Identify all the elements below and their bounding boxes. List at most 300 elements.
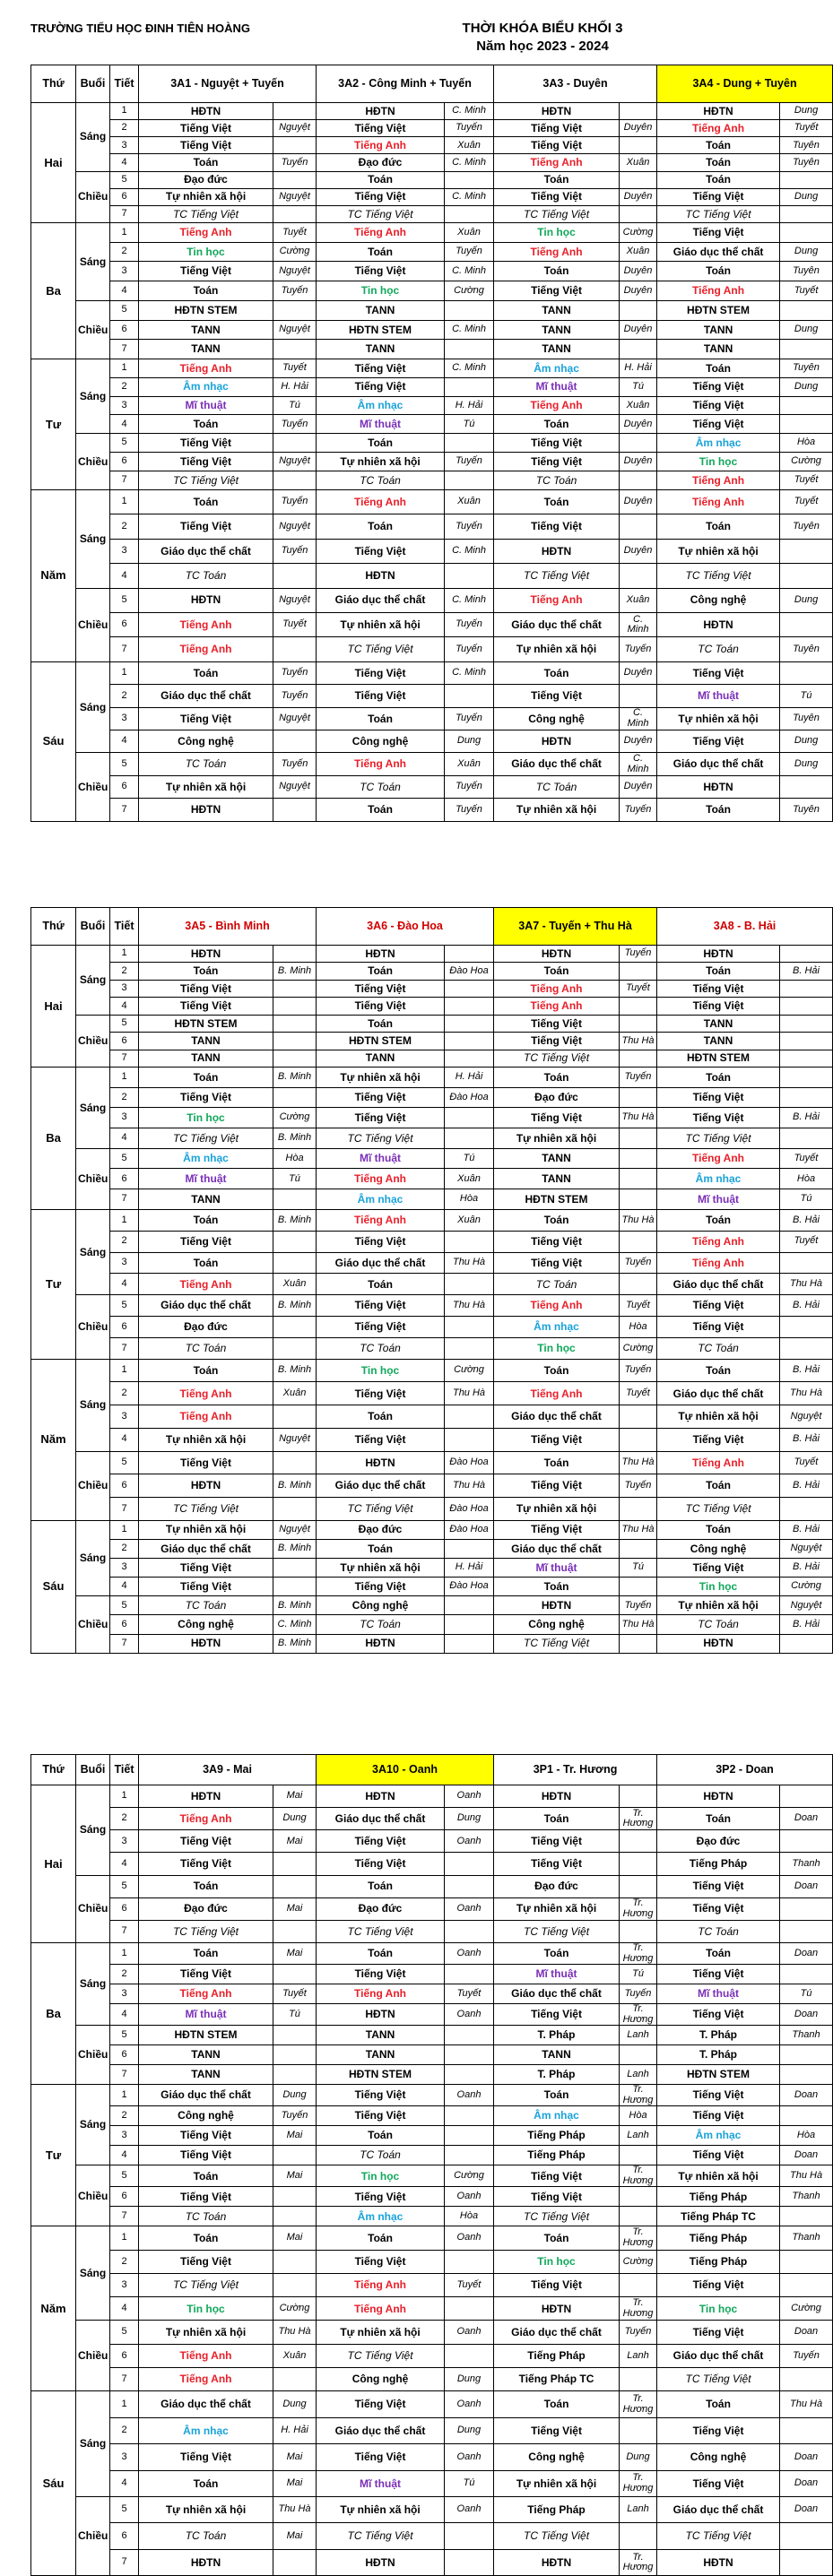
teacher-cell: Tuyến bbox=[273, 2106, 317, 2126]
subject-cell: Tiếng Anh bbox=[657, 1252, 780, 1274]
timetable-row bbox=[31, 1920, 833, 1942]
subject-cell: HĐTN bbox=[494, 1785, 620, 1808]
header-day: Thứ bbox=[31, 65, 76, 103]
teacher-cell bbox=[273, 340, 317, 359]
teacher-cell bbox=[780, 1050, 833, 1067]
teacher-cell: Thu Hà bbox=[620, 1033, 657, 1050]
teacher-cell: Oanh bbox=[445, 1897, 494, 1920]
subject-cell: Toán bbox=[139, 963, 273, 980]
timetable-row bbox=[31, 1359, 833, 1382]
subject-cell: Tiếng Việt bbox=[317, 188, 445, 205]
subject-cell: Đạo đức bbox=[657, 1830, 780, 1853]
subject-cell: Tiếng Việt bbox=[139, 2146, 273, 2165]
subject-cell: Tự nhiên xã hội bbox=[494, 637, 620, 661]
teacher-cell: Thu Hà bbox=[445, 1474, 494, 1498]
session-afternoon: Chiều bbox=[76, 171, 110, 222]
teacher-cell bbox=[620, 1405, 657, 1429]
teacher-cell bbox=[445, 2250, 494, 2273]
teacher-cell: Duyên bbox=[620, 775, 657, 798]
subject-cell: Tiếng Việt bbox=[494, 1015, 620, 1032]
teacher-cell: Tuyên bbox=[780, 799, 833, 821]
subject-cell: Toán bbox=[657, 154, 780, 171]
teacher-cell: Nguyệt bbox=[273, 707, 317, 730]
timetable-row bbox=[31, 359, 833, 377]
period-number: 3 bbox=[110, 396, 139, 415]
period-number: 2 bbox=[110, 514, 139, 539]
teacher-cell: Tuyết bbox=[445, 1984, 494, 2004]
subject-cell: Âm nhạc bbox=[494, 359, 620, 377]
subject-cell: Công nghệ bbox=[317, 1596, 445, 1615]
timetable-row bbox=[31, 2165, 833, 2187]
subject-cell: TC Tiếng Việt bbox=[494, 1634, 620, 1653]
teacher-cell bbox=[780, 2065, 833, 2085]
subject-cell: TC Tiếng Việt bbox=[317, 1920, 445, 1942]
teacher-cell: Oanh bbox=[445, 2226, 494, 2250]
subject-cell: Tin học bbox=[657, 1578, 780, 1596]
teacher-cell bbox=[273, 2368, 317, 2391]
subject-cell: Toán bbox=[494, 1578, 620, 1596]
timetable-row bbox=[31, 1539, 833, 1558]
subject-cell: HĐTN bbox=[494, 2297, 620, 2321]
teacher-cell: B. Hải bbox=[780, 1474, 833, 1498]
subject-cell: Giáo dục thể chất bbox=[657, 1382, 780, 1405]
subject-cell: TC Toán bbox=[139, 1337, 273, 1359]
period-number: 7 bbox=[110, 1337, 139, 1359]
teacher-cell bbox=[445, 434, 494, 453]
subject-cell: Tiếng Việt bbox=[139, 1578, 273, 1596]
period-number: 1 bbox=[110, 1209, 139, 1231]
period-number: 4 bbox=[110, 1578, 139, 1596]
subject-cell: Âm nhạc bbox=[657, 434, 780, 453]
teacher-cell: Xuân bbox=[445, 222, 494, 242]
period-number: 6 bbox=[110, 1897, 139, 1920]
teacher-cell bbox=[780, 171, 833, 188]
teacher-cell: Cường bbox=[620, 222, 657, 242]
subject-cell: Toán bbox=[494, 1359, 620, 1382]
subject-cell: HĐTN bbox=[317, 1451, 445, 1474]
subject-cell: Tự nhiên xã hội bbox=[657, 707, 780, 730]
teacher-cell: Cường bbox=[780, 453, 833, 471]
period-number: 4 bbox=[110, 730, 139, 753]
timetable-row bbox=[31, 998, 833, 1015]
day-label-nam: Năm bbox=[31, 1359, 76, 1520]
subject-cell: TC Tiếng Việt bbox=[494, 2207, 620, 2226]
subject-cell: Toán bbox=[139, 1209, 273, 1231]
subject-cell: Tin học bbox=[494, 222, 620, 242]
subject-cell: Tiếng Việt bbox=[317, 120, 445, 137]
class-header-3a4: 3A4 - Dung + Tuyên bbox=[657, 65, 833, 103]
subject-cell: Toán bbox=[139, 415, 273, 434]
subject-cell: Tiếng Việt bbox=[657, 222, 780, 242]
subject-cell: Tiếng Việt bbox=[494, 2165, 620, 2187]
teacher-cell: Tuyết bbox=[445, 2273, 494, 2296]
subject-cell: Tiếng Việt bbox=[139, 262, 273, 281]
teacher-cell: Dung bbox=[780, 753, 833, 775]
teacher-cell: Tú bbox=[273, 396, 317, 415]
teacher-cell: Đào Hoa bbox=[445, 1451, 494, 1474]
subject-cell: Tiếng Việt bbox=[657, 1875, 780, 1897]
teacher-cell: Doan bbox=[780, 2497, 833, 2523]
teacher-cell: C. Minh bbox=[445, 320, 494, 340]
timetable-row bbox=[31, 1830, 833, 1853]
teacher-cell bbox=[445, 1965, 494, 1984]
timetable-row bbox=[31, 453, 833, 471]
subject-cell: Tin học bbox=[139, 1108, 273, 1128]
teacher-cell: Thu Hà bbox=[273, 2321, 317, 2344]
subject-cell: Mĩ thuật bbox=[317, 2470, 445, 2496]
period-number: 2 bbox=[110, 1808, 139, 1830]
subject-cell: TANN bbox=[494, 1169, 620, 1189]
subject-cell: Tin học bbox=[494, 1337, 620, 1359]
timetable-row bbox=[31, 1148, 833, 1169]
period-number: 3 bbox=[110, 2444, 139, 2470]
timetable-row bbox=[31, 1231, 833, 1252]
teacher-cell: Cường bbox=[620, 2250, 657, 2273]
timetable-row bbox=[31, 489, 833, 514]
session-morning: Sáng bbox=[76, 359, 110, 433]
teacher-cell: Tuyến bbox=[445, 514, 494, 539]
session-afternoon: Chiều bbox=[76, 753, 110, 821]
period-number: 2 bbox=[110, 1087, 139, 1108]
subject-cell: TC Toán bbox=[494, 471, 620, 489]
header-period: Tiết bbox=[110, 65, 139, 103]
teacher-cell: Doan bbox=[780, 2085, 833, 2106]
teacher-cell: Mai bbox=[273, 1897, 317, 1920]
class-header-3a7: 3A7 - Tuyến + Thu Hà bbox=[494, 908, 657, 946]
subject-cell: Tin học bbox=[657, 2297, 780, 2321]
teacher-cell: Doan bbox=[780, 2004, 833, 2026]
teacher-cell bbox=[780, 980, 833, 997]
period-number: 5 bbox=[110, 2321, 139, 2344]
subject-cell: HĐTN bbox=[317, 564, 445, 588]
subject-cell: Tiếng Việt bbox=[139, 980, 273, 997]
period-number: 3 bbox=[110, 707, 139, 730]
period-number: 2 bbox=[110, 1382, 139, 1405]
teacher-cell: H. Hải bbox=[445, 396, 494, 415]
subject-cell: TC Toán bbox=[317, 2146, 445, 2165]
teacher-cell: Tr. Hương bbox=[620, 2085, 657, 2106]
teacher-cell: Tú bbox=[620, 1965, 657, 1984]
period-number: 7 bbox=[110, 2368, 139, 2391]
timetable-row bbox=[31, 2368, 833, 2391]
subject-cell: Tiếng Việt bbox=[139, 137, 273, 154]
teacher-cell bbox=[273, 946, 317, 963]
timetable-row bbox=[31, 340, 833, 359]
session-morning: Sáng bbox=[76, 1942, 110, 2025]
subject-cell: Tiếng Việt bbox=[317, 2085, 445, 2106]
teacher-cell: Tuyên bbox=[780, 637, 833, 661]
teacher-cell bbox=[780, 1498, 833, 1521]
teacher-cell: Thanh bbox=[780, 2226, 833, 2250]
timetable-row bbox=[31, 2444, 833, 2470]
subject-cell: Giáo dục thể chất bbox=[494, 753, 620, 775]
subject-cell: Giáo dục thể chất bbox=[494, 612, 620, 636]
subject-cell: Tiếng Anh bbox=[317, 2273, 445, 2296]
subject-cell: Toán bbox=[139, 1067, 273, 1087]
teacher-cell: Hòa bbox=[273, 1148, 317, 1169]
subject-cell: TC Toán bbox=[494, 775, 620, 798]
teacher-cell: Đào Hoa bbox=[445, 1498, 494, 1521]
period-number: 1 bbox=[110, 359, 139, 377]
teacher-cell bbox=[273, 171, 317, 188]
teacher-cell: Tuyến bbox=[620, 946, 657, 963]
timetable-row bbox=[31, 103, 833, 120]
subject-cell: HĐTN STEM bbox=[139, 1015, 273, 1032]
teacher-cell: B. Hải bbox=[780, 1558, 833, 1577]
teacher-cell bbox=[445, 1317, 494, 1338]
teacher-cell: Dung bbox=[780, 320, 833, 340]
teacher-cell: B. Minh bbox=[273, 1474, 317, 1498]
period-number: 5 bbox=[110, 1148, 139, 1169]
subject-cell: Tiếng Việt bbox=[494, 434, 620, 453]
subject-cell: TANN bbox=[317, 2026, 445, 2045]
class-header-3a8: 3A8 - B. Hải bbox=[657, 908, 833, 946]
teacher-cell: B. Hải bbox=[780, 1108, 833, 1128]
subject-cell: Tiếng Anh bbox=[139, 637, 273, 661]
teacher-cell: B. Minh bbox=[273, 1067, 317, 1087]
subject-cell: Tiếng Việt bbox=[494, 1520, 620, 1539]
teacher-cell: Tuyến bbox=[273, 661, 317, 684]
subject-cell: Mĩ thuật bbox=[139, 396, 273, 415]
timetable-row bbox=[31, 514, 833, 539]
subject-cell: TANN bbox=[657, 1015, 780, 1032]
subject-cell: Tiếng Anh bbox=[139, 1405, 273, 1429]
teacher-cell bbox=[780, 2207, 833, 2226]
teacher-cell: Dung bbox=[273, 2391, 317, 2417]
teacher-cell: B. Minh bbox=[273, 1209, 317, 1231]
class-header-3a6: 3A6 - Đào Hoa bbox=[317, 908, 494, 946]
subject-cell: HĐTN bbox=[494, 946, 620, 963]
teacher-cell: Doan bbox=[780, 2444, 833, 2470]
subject-cell: Tiếng Việt bbox=[139, 1965, 273, 1984]
teacher-cell bbox=[620, 1169, 657, 1189]
subject-cell: Tiếng Việt bbox=[317, 1965, 445, 1984]
period-number: 5 bbox=[110, 434, 139, 453]
teacher-cell bbox=[780, 1015, 833, 1032]
period-number: 7 bbox=[110, 205, 139, 222]
subject-cell: TC Toán bbox=[657, 1337, 780, 1359]
teacher-cell: Mai bbox=[273, 2126, 317, 2146]
teacher-cell: Thu Hà bbox=[445, 1382, 494, 1405]
teacher-cell bbox=[273, 1033, 317, 1050]
day-label-ba: Ba bbox=[31, 1067, 76, 1209]
teacher-cell: Duyên bbox=[620, 320, 657, 340]
subject-cell: Tiếng Việt bbox=[657, 1295, 780, 1317]
subject-cell: Tiếng Anh bbox=[494, 588, 620, 612]
subject-cell: TC Toán bbox=[317, 1337, 445, 1359]
subject-cell: Toán bbox=[317, 171, 445, 188]
class-header-3a1: 3A1 - Nguyệt + Tuyến bbox=[139, 65, 317, 103]
subject-cell: Âm nhạc bbox=[494, 1317, 620, 1338]
timetable-row bbox=[31, 1128, 833, 1149]
day-label-sau: Sáu bbox=[31, 1520, 76, 1653]
subject-cell: HĐTN bbox=[657, 103, 780, 120]
period-number: 4 bbox=[110, 998, 139, 1015]
subject-cell: TANN bbox=[317, 2045, 445, 2065]
period-number: 5 bbox=[110, 588, 139, 612]
teacher-cell: C. Minh bbox=[445, 661, 494, 684]
school-year: Năm học 2023 - 2024 bbox=[476, 39, 609, 54]
subject-cell: Âm nhạc bbox=[139, 377, 273, 396]
teacher-cell bbox=[780, 222, 833, 242]
teacher-cell: Tr. Hương bbox=[620, 2297, 657, 2321]
page-header bbox=[0, 0, 807, 63]
teacher-cell: Oanh bbox=[445, 2187, 494, 2207]
teacher-cell bbox=[445, 171, 494, 188]
teacher-cell bbox=[445, 1615, 494, 1634]
subject-cell: TANN bbox=[494, 300, 620, 320]
teacher-cell bbox=[445, 1033, 494, 1050]
teacher-cell: Dung bbox=[780, 188, 833, 205]
teacher-cell bbox=[620, 1050, 657, 1067]
period-number: 5 bbox=[110, 171, 139, 188]
subject-cell: Tiếng Việt bbox=[139, 1087, 273, 1108]
subject-cell: HĐTN bbox=[494, 103, 620, 120]
subject-cell: Toán bbox=[494, 171, 620, 188]
teacher-cell bbox=[445, 1274, 494, 1295]
subject-cell: Tiếng Việt bbox=[494, 120, 620, 137]
teacher-cell bbox=[780, 661, 833, 684]
subject-cell: Tiếng Việt bbox=[317, 539, 445, 563]
subject-cell: Giáo dục thể chất bbox=[139, 1295, 273, 1317]
teacher-cell: H. Hải bbox=[273, 377, 317, 396]
teacher-cell: Tuyến bbox=[445, 637, 494, 661]
subject-cell: Công nghệ bbox=[139, 1615, 273, 1634]
session-morning: Sáng bbox=[76, 661, 110, 753]
teacher-cell: Duyên bbox=[620, 188, 657, 205]
teacher-cell bbox=[620, 1128, 657, 1149]
teacher-cell bbox=[620, 471, 657, 489]
subject-cell: Tiếng Anh bbox=[139, 1808, 273, 1830]
teacher-cell: Nguyệt bbox=[273, 1428, 317, 1451]
teacher-cell bbox=[445, 1853, 494, 1875]
subject-cell: Tiếng Việt bbox=[494, 685, 620, 707]
subject-cell: Mĩ thuật bbox=[657, 1984, 780, 2004]
teacher-cell: Tú bbox=[445, 415, 494, 434]
timetable-row bbox=[31, 1558, 833, 1577]
teacher-cell bbox=[620, 434, 657, 453]
teacher-cell bbox=[445, 377, 494, 396]
teacher-cell bbox=[620, 1920, 657, 1942]
subject-cell: HĐTN STEM bbox=[657, 2065, 780, 2085]
subject-cell: Tự nhiên xã hội bbox=[139, 775, 273, 798]
period-number: 6 bbox=[110, 2344, 139, 2367]
subject-cell: Tiếng Việt bbox=[317, 1382, 445, 1405]
teacher-cell: Dung bbox=[273, 1808, 317, 1830]
teacher-cell: C. Minh bbox=[445, 262, 494, 281]
subject-cell: Giáo dục thể chất bbox=[657, 242, 780, 262]
teacher-cell: Tuyến bbox=[620, 1359, 657, 1382]
teacher-cell bbox=[780, 998, 833, 1015]
subject-cell: TC Toán bbox=[657, 637, 780, 661]
teacher-cell bbox=[445, 998, 494, 1015]
subject-cell: Tiếng Việt bbox=[139, 1451, 273, 1474]
period-number: 1 bbox=[110, 1067, 139, 1087]
teacher-cell bbox=[620, 300, 657, 320]
teacher-cell bbox=[445, 205, 494, 222]
timetable-row bbox=[31, 799, 833, 821]
timetable-row bbox=[31, 1520, 833, 1539]
session-afternoon: Chiều bbox=[76, 2026, 110, 2085]
timetable-row bbox=[31, 396, 833, 415]
teacher-cell bbox=[273, 1231, 317, 1252]
subject-cell: TC Tiếng Việt bbox=[139, 471, 273, 489]
subject-cell: Công nghệ bbox=[657, 2444, 780, 2470]
subject-cell: Tự nhiên xã hội bbox=[139, 2321, 273, 2344]
teacher-cell: Nguyệt bbox=[273, 453, 317, 471]
teacher-cell: Mai bbox=[273, 2523, 317, 2549]
teacher-cell: Doan bbox=[780, 2321, 833, 2344]
period-number: 1 bbox=[110, 2085, 139, 2106]
teacher-cell: Duyên bbox=[620, 262, 657, 281]
timetable-row bbox=[31, 2250, 833, 2273]
timetable-row bbox=[31, 2106, 833, 2126]
subject-cell: TANN bbox=[494, 320, 620, 340]
period-number: 6 bbox=[110, 2523, 139, 2549]
timetable-row bbox=[31, 1498, 833, 1521]
subject-cell: Tiếng Anh bbox=[657, 281, 780, 301]
teacher-cell: Tuyến bbox=[445, 799, 494, 821]
subject-cell: HĐTN bbox=[139, 1785, 273, 1808]
teacher-cell: Lanh bbox=[620, 2126, 657, 2146]
subject-cell: Tiếng Việt bbox=[317, 359, 445, 377]
teacher-cell bbox=[445, 2549, 494, 2575]
timetable-row bbox=[31, 1189, 833, 1210]
subject-cell: Tiếng Việt bbox=[494, 2273, 620, 2296]
subject-cell: Tiếng Anh bbox=[317, 753, 445, 775]
subject-cell: Giáo dục thể chất bbox=[139, 685, 273, 707]
subject-cell: HĐTN bbox=[139, 1474, 273, 1498]
subject-cell: Tiếng Việt bbox=[317, 998, 445, 1015]
period-number: 3 bbox=[110, 137, 139, 154]
subject-cell: TANN bbox=[494, 1148, 620, 1169]
teacher-cell: C. Minh bbox=[445, 539, 494, 563]
period-number: 2 bbox=[110, 2417, 139, 2443]
teacher-cell: Lanh bbox=[620, 2065, 657, 2085]
timetable-row bbox=[31, 2344, 833, 2367]
teacher-cell: Xuân bbox=[273, 1274, 317, 1295]
subject-cell: Tiếng Anh bbox=[317, 137, 445, 154]
period-number: 3 bbox=[110, 1252, 139, 1274]
day-label-nam: Năm bbox=[31, 489, 76, 661]
subject-cell: Toán bbox=[494, 489, 620, 514]
teacher-cell bbox=[445, 2523, 494, 2549]
teacher-cell: Tuyến bbox=[273, 753, 317, 775]
teacher-cell bbox=[273, 1451, 317, 1474]
session-afternoon: Chiều bbox=[76, 588, 110, 661]
teacher-cell: Cường bbox=[780, 2297, 833, 2321]
timetable-row bbox=[31, 320, 833, 340]
subject-cell: Tin học bbox=[657, 453, 780, 471]
subject-cell: HĐTN bbox=[657, 775, 780, 798]
subject-cell: Toán bbox=[657, 137, 780, 154]
timetable-row bbox=[31, 1451, 833, 1474]
timetable-row bbox=[31, 1615, 833, 1634]
timetable-row bbox=[31, 588, 833, 612]
teacher-cell: Duyên bbox=[620, 489, 657, 514]
subject-cell: Tiếng Việt bbox=[139, 453, 273, 471]
subject-cell: HĐTN bbox=[139, 2549, 273, 2575]
subject-cell: Công nghệ bbox=[139, 730, 273, 753]
teacher-cell: Tr. Hương bbox=[620, 1897, 657, 1920]
timetable-row bbox=[31, 262, 833, 281]
teacher-cell: Thanh bbox=[780, 2187, 833, 2207]
teacher-cell bbox=[620, 2368, 657, 2391]
timetable-row bbox=[31, 980, 833, 997]
period-number: 2 bbox=[110, 963, 139, 980]
teacher-cell: Hòa bbox=[445, 1189, 494, 1210]
session-morning: Sáng bbox=[76, 1209, 110, 1294]
